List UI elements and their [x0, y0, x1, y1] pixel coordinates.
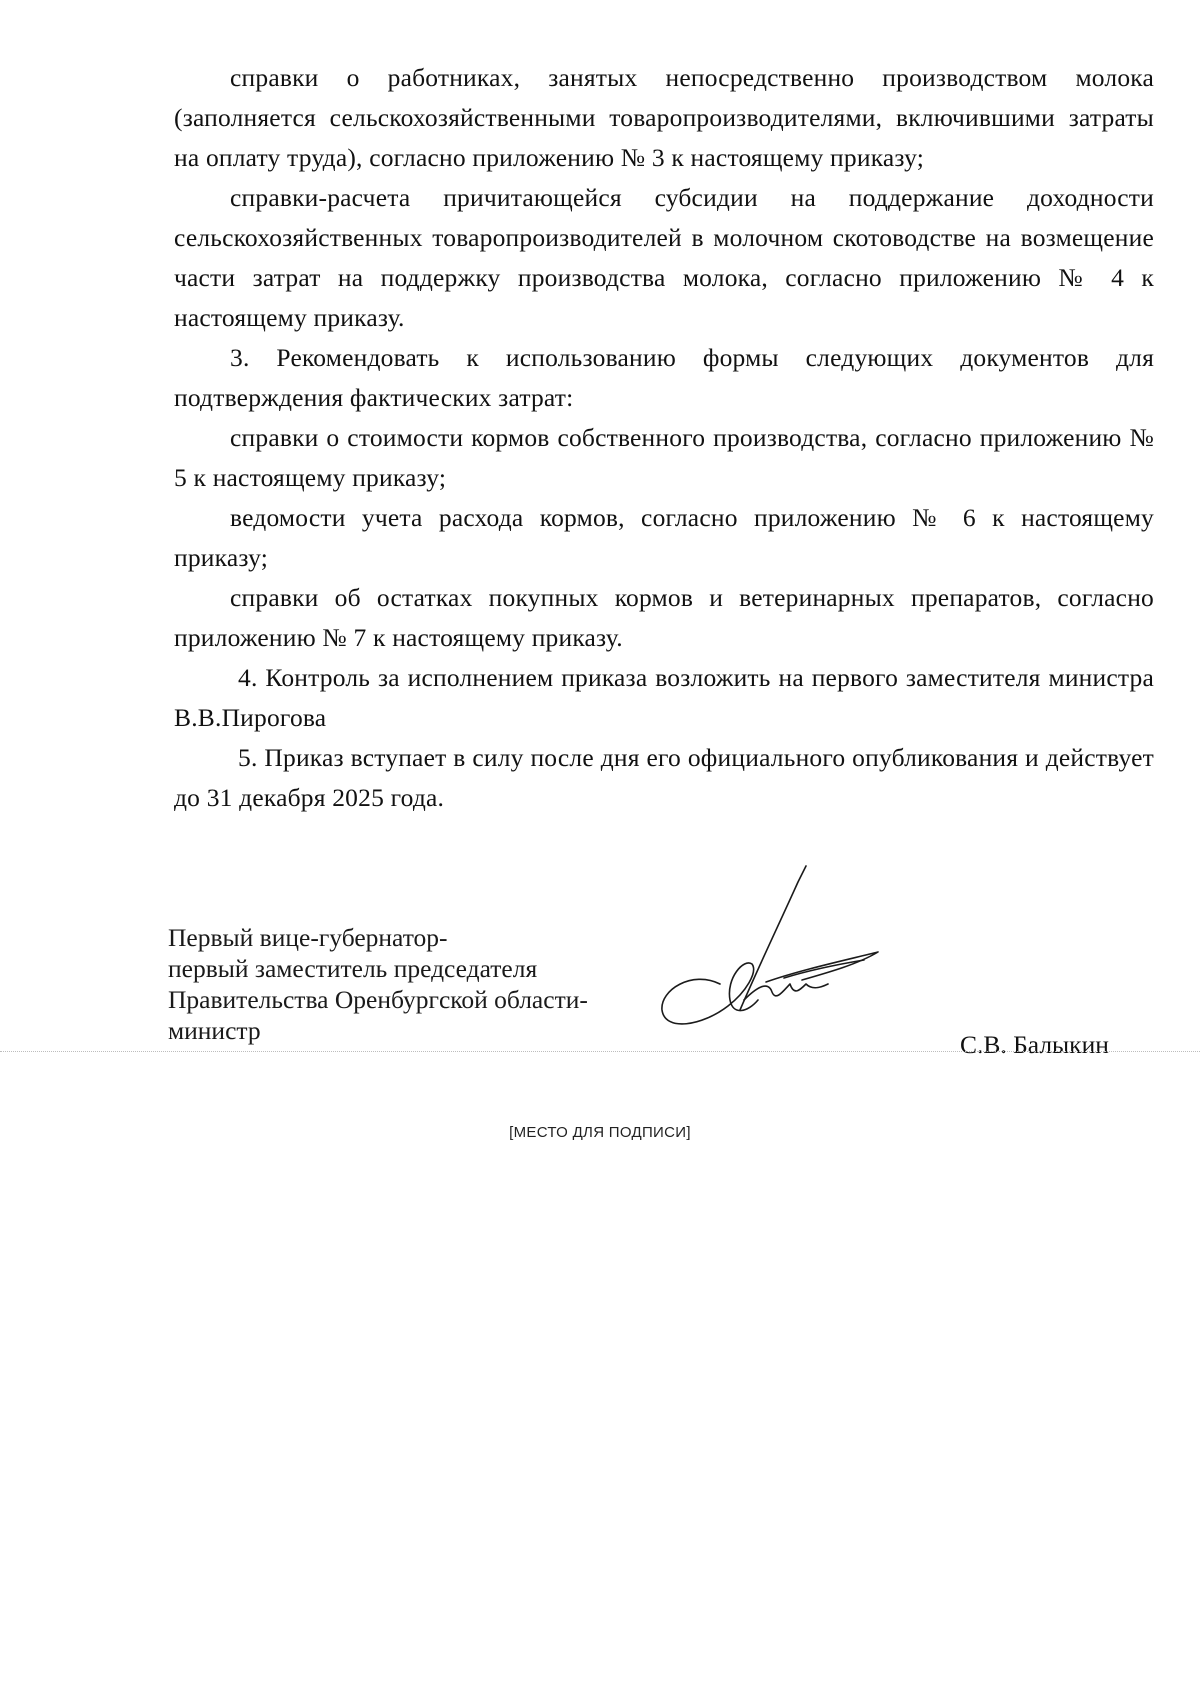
signer-position-line: первый заместитель председателя — [168, 954, 538, 983]
paragraph-workers-certificate: справки о работниках, занятых непосредственно производством молока (заполняется сельскохозяйственными товаропроизводителями, включившими затраты на оплату труда), согласно приложению № 3 к настоящему приказу; — [174, 63, 1154, 172]
signature-placeholder-label: [МЕСТО ДЛЯ ПОДПИСИ] — [509, 1124, 691, 1141]
signer-position-line: Правительства Оренбургской области- — [168, 985, 588, 1014]
signer-position-line: министр — [168, 1016, 261, 1045]
paragraph-item-4: 4. Контроль за исполнением приказа возложить на первого заместителя министра В.В.Пирогова — [174, 663, 1154, 732]
document-body — [174, 58, 1154, 818]
paragraph-feed-residue-certificate: справки об остатках покупных кормов и ветеринарных препаратов, согласно приложению № 7 к настоящему приказу. — [174, 583, 1154, 652]
handwritten-signature — [640, 860, 900, 1040]
signer-position — [168, 922, 688, 1046]
signer-position-line: Первый вице-губернатор- — [168, 923, 448, 952]
paragraph-feed-cost-certificate: справки о стоимости кормов собственного производства, согласно приложению № 5 к настоящему приказу; — [174, 423, 1154, 492]
signer-name: С.В. Балыкин — [960, 1030, 1109, 1059]
paragraph-feed-consumption-sheet: ведомости учета расхода кормов, согласно приложению № 6 к настоящему приказу; — [174, 503, 1154, 572]
paragraph-item-3: 3. Рекомендовать к использованию формы следующих документов для подтверждения фактических затрат: — [174, 343, 1154, 412]
paragraph-item-5: 5. Приказ вступает в силу после дня его официального опубликования и действует до 31 декабря 2025 года. — [174, 743, 1154, 812]
paragraph-subsidy-calculation: справки-расчета причитающейся субсидии на поддержание доходности сельскохозяйственных товаропроизводителей в молочном скотоводстве на возмещение части затрат на поддержку производства молока, согласно приложению № 4 к настоящему приказу. — [174, 183, 1154, 332]
scan-artifact-dotted-line — [0, 1051, 1200, 1052]
